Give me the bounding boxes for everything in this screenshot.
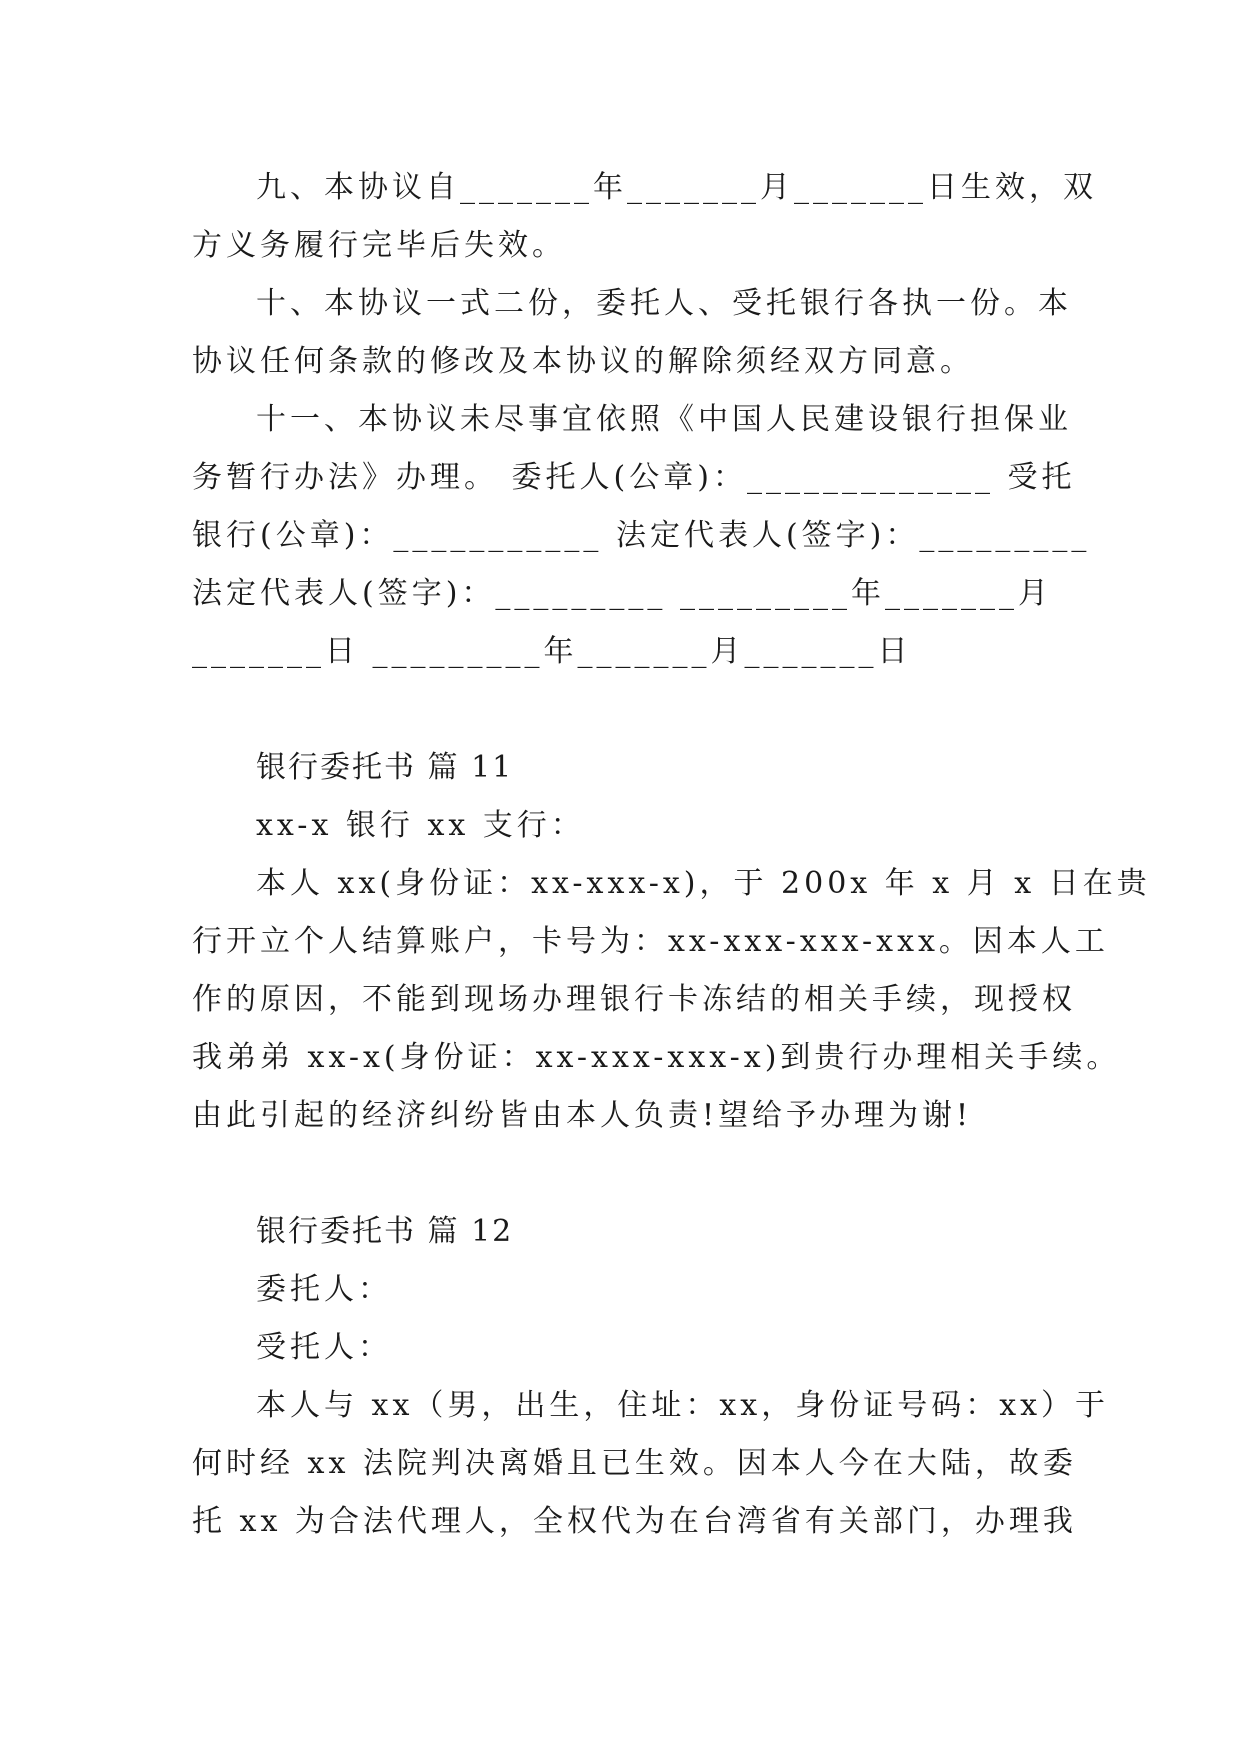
section-heading: 银行委托书 篇 11 xyxy=(256,750,514,785)
paragraph-line: 由此引起的经济纠纷皆由本人负责!望给予办理为谢! xyxy=(192,1098,973,1133)
section-heading: 银行委托书 篇 12 xyxy=(256,1214,514,1249)
paragraph-line: xx-x 银行 xx 支行： xyxy=(256,808,585,843)
paragraph-line: 法定代表人(签字)：_________ _________年_______月 xyxy=(192,576,1052,611)
paragraph-line: 方义务履行完毕后失效。 xyxy=(192,228,566,263)
paragraph-line: 托 xx 为合法代理人，全权代为在台湾省有关部门，办理我 xyxy=(192,1504,1077,1539)
paragraph-line: 十、本协议一式二份，委托人、受托银行各执一份。本 xyxy=(256,286,1072,321)
paragraph-line: _______日 _________年_______月_______日 xyxy=(192,634,912,669)
paragraph-line: 十一、本协议未尽事宜依照《中国人民建设银行担保业 xyxy=(256,402,1072,437)
paragraph-line: 何时经 xx 法院判决离婚且已生效。因本人今在大陆，故委 xyxy=(192,1446,1077,1481)
paragraph-line: 本人与 xx（男，出生，住址：xx，身份证号码：xx）于 xyxy=(256,1388,1110,1423)
paragraph-line: 九、本协议自_______年_______月_______日生效，双 xyxy=(256,170,1097,205)
paragraph-line: 银行(公章)：___________ 法定代表人(签字)：_________ xyxy=(192,518,1091,553)
paragraph-line: 作的原因，不能到现场办理银行卡冻结的相关手续，现授权 xyxy=(192,982,1076,1017)
paragraph-line: 务暂行办法》办理。 委托人(公章)：_____________ 受托 xyxy=(192,460,1076,495)
paragraph-line: 行开立个人结算账户，卡号为：xx-xxx-xxx-xxx。因本人工 xyxy=(192,924,1109,959)
paragraph-line: 我弟弟 xx-x(身份证：xx-xxx-xxx-x)到贵行办理相关手续。 xyxy=(192,1040,1121,1075)
paragraph-line: 受托人： xyxy=(256,1330,392,1365)
paragraph-line: 委托人： xyxy=(256,1272,392,1307)
paragraph-line: 本人 xx(身份证：xx-xxx-x)，于 200x 年 x 月 x 日在贵 xyxy=(256,866,1151,901)
paragraph-line: 协议任何条款的修改及本协议的解除须经双方同意。 xyxy=(192,344,974,379)
